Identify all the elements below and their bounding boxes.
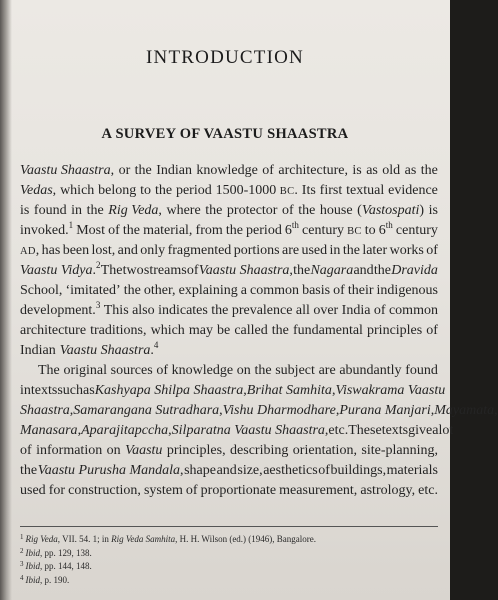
footnotes xyxy=(20,533,438,587)
text-line: School, ‘imitated’ the other, explaining a common basis of their indigenous xyxy=(20,283,438,298)
text-line: Shaastra, Samarangana Sutradhara, Vishu Dharmodhare, Purana Manjari, Mayamata, xyxy=(20,403,498,418)
text-line: Indian Vaastu Shaastra.$^4$ xyxy=(20,340,159,358)
text-line: used for construction, system of proportionate measurement, astrology, etc. xyxy=(20,483,438,498)
text-line: development.$^3$ This also indicates the prevalence all over India of common xyxy=(20,300,438,318)
text-line: Manasara, Aparajitapccha, Silparatna Vaastu Shaastra, etc. These texts give a lot xyxy=(20,423,454,438)
text-line: Vaastu Vidya.$^2$ The two streams of Vaastu Shaastra, the Nagara and the Dravida xyxy=(20,260,438,278)
footnote: $^2$ Ibid, pp. 129, 138. xyxy=(20,546,92,558)
text-line: in texts such as Kashyapa Shilpa Shaastra, Brihat Samhita, Viswakrama Vaastu xyxy=(20,383,446,398)
text-line: AD, has been lost, and only fragmented portions are used in the later works of xyxy=(20,243,438,258)
text-line: The original sources of knowledge on the subject are abundantly found xyxy=(38,363,438,378)
book-spine-shadow xyxy=(0,0,12,600)
text-line: architecture traditions, which may be called the fundamental principles of xyxy=(20,323,438,338)
text-line: Vaastu Shaastra, or the Indian knowledge of architecture, is as old as the xyxy=(20,163,438,178)
text-line: of information on Vaastu principles, describing orientation, site-planning, xyxy=(20,443,438,458)
footnote: $^3$ Ibid, pp. 144, 148. xyxy=(20,560,92,571)
text-line: invoked.$^1$ Most of the material, from the period 6th century BC to 6th century xyxy=(20,220,438,238)
text-line: is found in the Rig Veda, where the protector of the house (Vastospati) is xyxy=(20,203,438,218)
footnote-divider xyxy=(20,526,438,527)
section-title: A SURVEY OF VAASTU SHAASTRA xyxy=(101,126,349,142)
footnote: $^1$ Rig Veda, VII. 54. 1; in Rig Veda Samhita, H. H. Wilson (ed.) (1946), Bangalore. xyxy=(20,533,317,544)
chapter-heading: INTRODUCTION xyxy=(146,47,304,68)
footnote: $^4$ Ibid, p. 190. xyxy=(20,573,70,585)
text-line: the Vaastu Purusha Mandala, shape and size, aesthetics of buildings, materials xyxy=(20,463,438,478)
body-text xyxy=(20,161,498,501)
text-line: Vedas, which belong to the period 1500-1000 BC. Its first textual evidence xyxy=(20,183,438,198)
